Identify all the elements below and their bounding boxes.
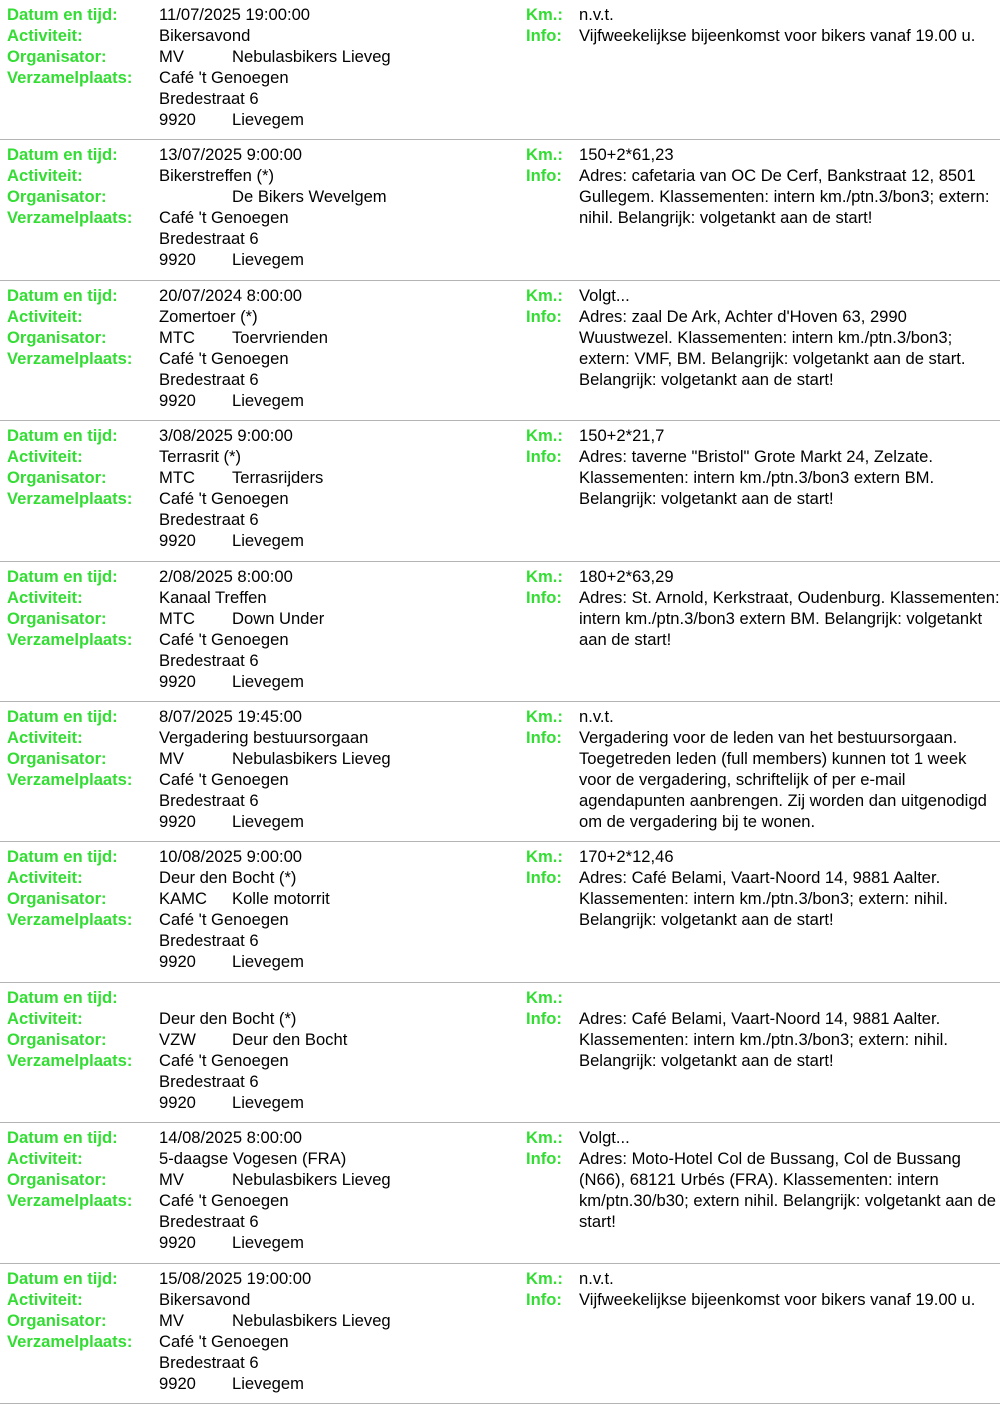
verzamelplaats-city: Lievegem	[232, 671, 304, 691]
km-value: Volgt...	[579, 1128, 630, 1148]
agenda-record	[0, 702, 1000, 842]
verzamelplaats-postcode: 9920	[159, 671, 196, 691]
datum-value: 8/07/2025 19:45:00	[159, 706, 303, 726]
label-km: Km.:	[526, 987, 563, 1007]
verzamelplaats-street: Bredestraat 6	[159, 89, 259, 108]
verzamelplaats-name: Café 't Genoegen	[159, 1331, 289, 1351]
verzamelplaats-postcode: 9920	[159, 811, 196, 831]
label-datum: Datum en tijd:	[7, 1268, 118, 1288]
organisator-code: MTC	[159, 608, 195, 628]
label-organisator: Organisator:	[7, 1029, 107, 1049]
label-verzamelplaats: Verzamelplaats:	[7, 489, 133, 509]
label-activiteit: Activiteit:	[7, 447, 83, 467]
label-datum: Datum en tijd:	[7, 566, 118, 586]
verzamelplaats-city: Lievegem	[232, 1373, 304, 1393]
verzamelplaats-street: Bredestraat 6	[159, 369, 259, 389]
label-km: Km.:	[526, 1268, 563, 1288]
label-verzamelplaats: Verzamelplaats:	[7, 769, 133, 789]
organisator-name: De Bikers Wevelgem	[232, 187, 387, 207]
verzamelplaats-name: Café 't Genoegen	[159, 489, 289, 509]
organisator-name: Nebulasbikers Lieveg	[232, 748, 391, 768]
km-value: Volgt...	[579, 285, 630, 305]
verzamelplaats-postcode: 9920	[159, 250, 196, 270]
label-info: Info:	[526, 1008, 562, 1028]
activiteit-value: Vergadering bestuursorgaan	[159, 727, 369, 747]
label-verzamelplaats: Verzamelplaats:	[7, 68, 133, 87]
activiteit-value: Zomertoer (*)	[159, 306, 258, 326]
verzamelplaats-street: Bredestraat 6	[159, 1212, 259, 1232]
label-datum: Datum en tijd:	[7, 145, 118, 165]
verzamelplaats-postcode: 9920	[159, 390, 196, 410]
label-info: Info:	[526, 166, 562, 186]
verzamelplaats-postcode: 9920	[159, 110, 196, 129]
verzamelplaats-street: Bredestraat 6	[159, 790, 259, 810]
activiteit-value: Deur den Bocht (*)	[159, 868, 297, 888]
label-organisator: Organisator:	[7, 468, 107, 488]
datum-value: 10/08/2025 9:00:00	[159, 847, 303, 867]
verzamelplaats-city: Lievegem	[232, 952, 304, 972]
label-km: Km.:	[526, 1128, 563, 1148]
organisator-name: Nebulasbikers Lieveg	[232, 47, 391, 66]
label-datum: Datum en tijd:	[7, 5, 118, 24]
verzamelplaats-name: Café 't Genoegen	[159, 348, 289, 368]
organisator-name: Terrasrijders	[232, 468, 324, 488]
activiteit-value: Kanaal Treffen	[159, 587, 267, 607]
label-datum: Datum en tijd:	[7, 1128, 118, 1148]
verzamelplaats-name: Café 't Genoegen	[159, 1050, 289, 1070]
datum-value: 15/08/2025 19:00:00	[159, 1268, 312, 1288]
verzamelplaats-street: Bredestraat 6	[159, 1071, 259, 1091]
activiteit-value: Bikersavond	[159, 1289, 251, 1309]
km-value: n.v.t.	[579, 5, 614, 24]
label-km: Km.:	[526, 426, 563, 446]
label-activiteit: Activiteit:	[7, 868, 83, 888]
organisator-code: KAMC	[159, 889, 207, 909]
label-info: Info:	[526, 447, 562, 467]
verzamelplaats-postcode: 9920	[159, 1373, 196, 1393]
label-verzamelplaats: Verzamelplaats:	[7, 1331, 133, 1351]
info-text: Vijfweekelijkse bijeenkomst voor bikers vanaf 19.00 u.	[579, 1289, 976, 1309]
verzamelplaats-street: Bredestraat 6	[159, 229, 259, 249]
label-info: Info:	[526, 868, 562, 888]
agenda-record	[0, 562, 1000, 702]
verzamelplaats-street: Bredestraat 6	[159, 931, 259, 951]
label-info: Info:	[526, 306, 562, 326]
info-text: Adres: taverne "Bristol" Grote Markt 24, Zelzate. Klassementen: intern km./ptn.3/bon3 extern BM. Belangrijk: volgetankt aan de start!	[579, 447, 935, 509]
activiteit-value: Bikersavond	[159, 26, 251, 45]
organisator-code: MTC	[159, 327, 195, 347]
info-text: Adres: Café Belami, Vaart-Noord 14, 9881 Aalter. Klassementen: intern km./ptn.3/bon3; extern: nihil. Belangrijk: volgetankt aan de start!	[579, 868, 948, 930]
label-km: Km.:	[526, 145, 563, 165]
verzamelplaats-name: Café 't Genoegen	[159, 769, 289, 789]
label-datum: Datum en tijd:	[7, 285, 118, 305]
label-km: Km.:	[526, 566, 563, 586]
datum-value: 2/08/2025 8:00:00	[159, 566, 293, 586]
label-verzamelplaats: Verzamelplaats:	[7, 629, 133, 649]
activiteit-value: Deur den Bocht (*)	[159, 1008, 297, 1028]
organisator-code: MV	[159, 1310, 184, 1330]
label-organisator: Organisator:	[7, 187, 107, 207]
agenda-record	[0, 1264, 1000, 1404]
label-activiteit: Activiteit:	[7, 306, 83, 326]
label-km: Km.:	[526, 706, 563, 726]
verzamelplaats-name: Café 't Genoegen	[159, 1191, 289, 1211]
verzamelplaats-postcode: 9920	[159, 1233, 196, 1253]
label-datum: Datum en tijd:	[7, 706, 118, 726]
label-organisator: Organisator:	[7, 608, 107, 628]
label-info: Info:	[526, 1289, 562, 1309]
organisator-code: MTC	[159, 468, 195, 488]
verzamelplaats-city: Lievegem	[232, 110, 304, 129]
organisator-name: Down Under	[232, 608, 325, 628]
verzamelplaats-postcode: 9920	[159, 1092, 196, 1112]
km-value: 150+2*21,7	[579, 426, 665, 446]
label-verzamelplaats: Verzamelplaats:	[7, 1191, 133, 1211]
datum-value: 20/07/2024 8:00:00	[159, 285, 303, 305]
organisator-name: Toervrienden	[232, 327, 328, 347]
organisator-name: Deur den Bocht	[232, 1029, 348, 1049]
verzamelplaats-city: Lievegem	[232, 531, 304, 551]
label-activiteit: Activiteit:	[7, 1149, 83, 1169]
verzamelplaats-postcode: 9920	[159, 952, 196, 972]
datum-value: 3/08/2025 9:00:00	[159, 426, 293, 446]
label-info: Info:	[526, 26, 562, 45]
datum-value: 13/07/2025 9:00:00	[159, 145, 303, 165]
agenda-record	[0, 421, 1000, 561]
organisator-code: MV	[159, 748, 184, 768]
label-datum: Datum en tijd:	[7, 847, 118, 867]
label-organisator: Organisator:	[7, 1310, 107, 1330]
organisator-code: MV	[159, 1170, 184, 1190]
agenda-record	[0, 983, 1000, 1123]
verzamelplaats-city: Lievegem	[232, 811, 304, 831]
label-datum: Datum en tijd:	[7, 426, 118, 446]
label-datum: Datum en tijd:	[7, 987, 118, 1007]
organisator-name: Nebulasbikers Lieveg	[232, 1310, 391, 1330]
verzamelplaats-postcode: 9920	[159, 531, 196, 551]
km-value: 170+2*12,46	[579, 847, 674, 867]
km-value: 150+2*61,23	[579, 145, 674, 165]
label-verzamelplaats: Verzamelplaats:	[7, 1050, 133, 1070]
label-organisator: Organisator:	[7, 748, 107, 768]
verzamelplaats-name: Café 't Genoegen	[159, 910, 289, 930]
label-km: Km.:	[526, 847, 563, 867]
verzamelplaats-city: Lievegem	[232, 1092, 304, 1112]
label-info: Info:	[526, 727, 562, 747]
agenda-record	[0, 0, 1000, 140]
datum-value: 11/07/2025 19:00:00	[159, 5, 311, 24]
info-text: Adres: St. Arnold, Kerkstraat, Oudenburg. Klassementen: intern km./ptn.3/bon3 extern BM. Belangrijk: volgetankt aan de start!	[579, 587, 1000, 649]
label-organisator: Organisator:	[7, 47, 107, 66]
agenda-record	[0, 1123, 1000, 1263]
info-text: Adres: zaal De Ark, Achter d'Hoven 63, 2990 Wuustwezel. Klassementen: intern km./ptn.3/bon3; extern: VMF, BM. Belangrijk: volgetankt aan de start. Belangrijk: volgetankt aan de start!	[579, 306, 966, 389]
organisator-name: Nebulasbikers Lieveg	[232, 1170, 391, 1190]
info-text: Adres: Café Belami, Vaart-Noord 14, 9881 Aalter. Klassementen: intern km./ptn.3/bon3; extern: nihil. Belangrijk: volgetankt aan de start!	[579, 1008, 948, 1070]
label-organisator: Organisator:	[7, 1170, 107, 1190]
verzamelplaats-name: Café 't Genoegen	[159, 208, 289, 228]
info-text: Vergadering voor de leden van het bestuursorgaan. Toegetreden leden (full members) kunnen tot 1 week voor de vergadering, schriftelijk of per e-mail agendapunten aanbrengen. Zij worden dan uitgenodigd om de vergadering bij te wonen.	[579, 727, 987, 831]
label-info: Info:	[526, 1149, 562, 1169]
label-km: Km.:	[526, 285, 563, 305]
activiteit-value: Terrasrit (*)	[159, 447, 242, 467]
km-value: 180+2*63,29	[579, 566, 674, 586]
activiteit-value: 5-daagse Vogesen (FRA)	[159, 1149, 347, 1169]
organisator-code: MV	[159, 47, 184, 66]
verzamelplaats-street: Bredestraat 6	[159, 510, 259, 530]
verzamelplaats-name: Café 't Genoegen	[159, 629, 289, 649]
label-activiteit: Activiteit:	[7, 26, 83, 45]
label-info: Info:	[526, 587, 562, 607]
label-organisator: Organisator:	[7, 327, 107, 347]
info-text: Vijfweekelijkse bijeenkomst voor bikers vanaf 19.00 u.	[579, 26, 976, 45]
label-verzamelplaats: Verzamelplaats:	[7, 208, 133, 228]
label-activiteit: Activiteit:	[7, 1289, 83, 1309]
agenda-record	[0, 842, 1000, 982]
verzamelplaats-city: Lievegem	[232, 250, 304, 270]
verzamelplaats-city: Lievegem	[232, 1233, 304, 1253]
activiteit-value: Bikerstreffen (*)	[159, 166, 274, 186]
label-verzamelplaats: Verzamelplaats:	[7, 348, 133, 368]
info-text: Adres: Moto-Hotel Col de Bussang, Col de Bussang (N66), 68121 Urbés (FRA). Klassementen: intern km/ptn.30/b30; extern nihil. Belangrijk: volgetankt aan de start!	[579, 1149, 996, 1232]
label-activiteit: Activiteit:	[7, 1008, 83, 1028]
label-organisator: Organisator:	[7, 889, 107, 909]
datum-value: 14/08/2025 8:00:00	[159, 1128, 303, 1148]
verzamelplaats-city: Lievegem	[232, 390, 304, 410]
agenda-record	[0, 140, 1000, 280]
agenda-record	[0, 281, 1000, 421]
info-text: Adres: cafetaria van OC De Cerf, Bankstraat 12, 8501 Gullegem. Klassementen: intern km./ptn.3/bon3; extern: nihil. Belangrijk: volgetankt aan de start!	[579, 166, 990, 228]
km-value: n.v.t.	[579, 1268, 614, 1288]
label-activiteit: Activiteit:	[7, 727, 83, 747]
label-activiteit: Activiteit:	[7, 166, 83, 186]
organisator-code: VZW	[159, 1029, 196, 1049]
verzamelplaats-street: Bredestraat 6	[159, 650, 259, 670]
verzamelplaats-name: Café 't Genoegen	[159, 68, 289, 87]
organisator-name: Kolle motorrit	[232, 889, 330, 909]
label-verzamelplaats: Verzamelplaats:	[7, 910, 133, 930]
label-km: Km.:	[526, 5, 563, 24]
label-activiteit: Activiteit:	[7, 587, 83, 607]
km-value: n.v.t.	[579, 706, 614, 726]
verzamelplaats-street: Bredestraat 6	[159, 1352, 259, 1372]
